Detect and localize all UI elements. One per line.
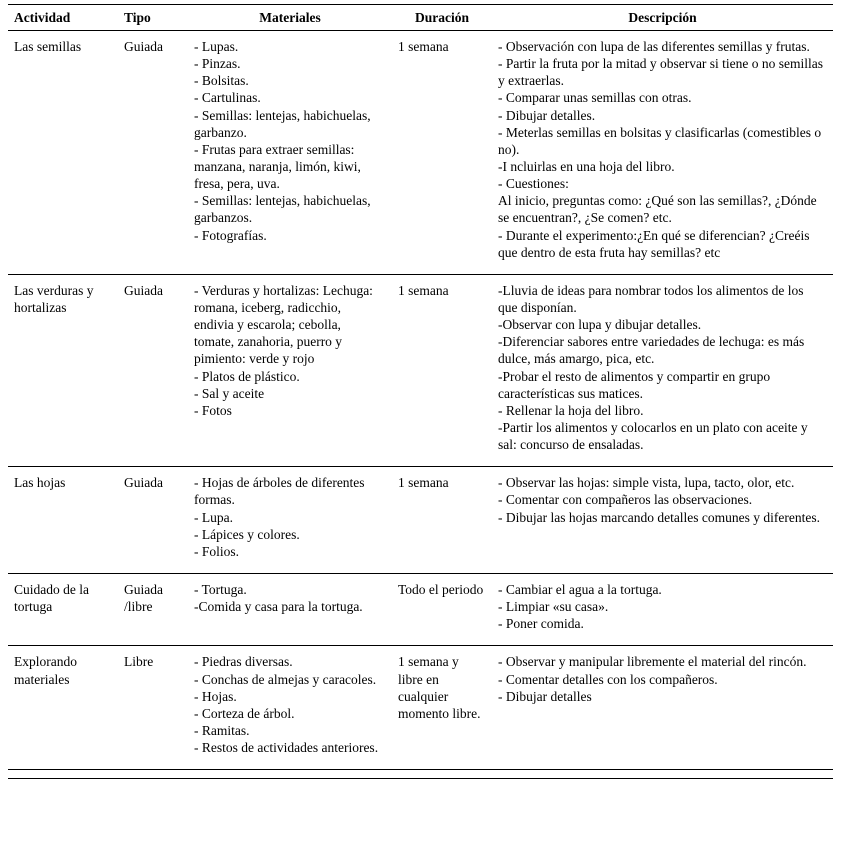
activity-cell: Las hojas [8, 467, 118, 574]
activity-cell: Las verduras y hortalizas [8, 274, 118, 466]
material-item: - Tortuga. [194, 581, 247, 597]
description-cell [492, 31, 833, 275]
description-item: -Observar con lupa y dibujar detalles. [498, 317, 702, 333]
description-cell [492, 646, 833, 770]
material-item: - Pinzas. [194, 56, 241, 72]
description-item: - Meterlas semillas en bolsitas y clasificarlas (comestibles o no). [498, 124, 822, 157]
materials-cell [188, 467, 392, 574]
material-item: - Ramitas. [194, 722, 250, 738]
materials-cell [188, 573, 392, 645]
description-item: - Poner comida. [498, 616, 584, 632]
material-item: - Lupa. [194, 509, 233, 525]
material-item: - Lupas. [194, 39, 239, 54]
material-item: - Lápices y colores. [194, 526, 300, 542]
material-item: -Comida y casa para la tortuga. [194, 599, 363, 615]
material-item: - Conchas de almejas y caracoles. [194, 671, 377, 687]
description-item: - Cuestiones: [498, 176, 569, 192]
column-header-tipo: Tipo [118, 5, 188, 31]
description-item: Al inicio, preguntas como: ¿Qué son las semillas?, ¿Dónde se encuentran?, ¿Se comen? etc. [498, 193, 817, 226]
description-item: - Comentar con compañeros las observaciones. [498, 492, 753, 508]
material-item: - Fotografías. [194, 227, 267, 243]
description-item: - Rellenar la hoja del libro. [498, 402, 644, 418]
header-row [8, 5, 833, 31]
material-item: - Cartulinas. [194, 90, 261, 106]
description-cell [492, 573, 833, 645]
activities-table [8, 4, 833, 770]
description-item: - Comentar detalles con los compañeros. [498, 671, 718, 687]
material-item: - Piedras diversas. [194, 654, 293, 670]
material-item: - Sal y aceite [194, 385, 265, 401]
description-item: -Partir los alimentos y colocarlos en un plato con aceite y sal: concurso de ensaladas. [498, 419, 808, 453]
type-cell: Guiada [118, 467, 188, 574]
materials-cell [188, 274, 392, 466]
material-item: - Semillas: lentejas, habichuelas, garbanzos. [194, 193, 371, 226]
type-cell: Guiada [118, 274, 188, 466]
material-item: - Fotos [194, 402, 232, 418]
material-item: - Hojas de árboles de diferentes formas. [194, 475, 365, 508]
column-header-duracion: Duración [392, 5, 492, 31]
table-row [8, 646, 833, 770]
description-item: - Observar y manipular libremente el material del rincón. [498, 654, 807, 670]
duration-cell: 1 semana [392, 467, 492, 574]
description-item: - Observar las hojas: simple vista, lupa, tacto, olor, etc. [498, 475, 795, 491]
duration-cell: 1 semana y libre en cualquier momento libre. [392, 646, 492, 770]
bottom-rule [8, 770, 833, 779]
material-item: - Folios. [194, 543, 240, 559]
table-row [8, 31, 833, 275]
description-item: - Dibujar detalles. [498, 107, 596, 123]
description-cell [492, 274, 833, 466]
materials-cell [188, 31, 392, 275]
description-item: -Lluvia de ideas para nombrar todos los alimentos de los que disponían. [498, 282, 804, 315]
description-item: - Dibujar las hojas marcando detalles comunes y diferentes. [498, 509, 821, 525]
material-item: - Platos de plástico. [194, 368, 300, 384]
description-item: - Cambiar el agua a la tortuga. [498, 581, 662, 597]
table-row [8, 573, 833, 645]
description-item: -I ncluirlas en una hoja del libro. [498, 158, 675, 174]
type-cell: Guiada [118, 31, 188, 275]
column-header-materiales: Materiales [188, 5, 392, 31]
type-cell: Libre [118, 646, 188, 770]
description-item: - Observación con lupa de las diferentes semillas y frutas. [498, 39, 810, 54]
duration-cell: 1 semana [392, 274, 492, 466]
table-row [8, 274, 833, 466]
description-item: -Diferenciar sabores entre variedades de lechuga: es más dulce, más amargo, pica, etc. [498, 334, 805, 367]
type-cell: Guiada /libre [118, 573, 188, 645]
material-item: - Bolsitas. [194, 73, 249, 89]
description-item: - Limpiar «su casa». [498, 599, 609, 615]
materials-cell [188, 646, 392, 770]
description-item: -Probar el resto de alimentos y compartir en grupo características sus matices. [498, 368, 771, 401]
material-item: - Restos de actividades anteriores. [194, 740, 379, 756]
material-item: - Hojas. [194, 688, 237, 704]
duration-cell: 1 semana [392, 31, 492, 275]
material-item: - Corteza de árbol. [194, 705, 295, 721]
description-item: - Partir la fruta por la mitad y observar si tiene o no semillas y extraerlas. [498, 56, 824, 89]
material-item: - Frutas para extraer semillas: manzana, naranja, limón, kiwi, fresa, pera, uva. [194, 141, 361, 192]
duration-cell: Todo el periodo [392, 573, 492, 645]
description-item: - Comparar unas semillas con otras. [498, 90, 692, 106]
column-header-descripcion: Descripción [492, 5, 833, 31]
activity-cell: Explorando materiales [8, 646, 118, 770]
material-item: - Verduras y hortalizas: Lechuga: romana, iceberg, radicchio, endivia y escarola; cebolla, tomate, zanahoria, puerro y pimiento: verde y rojo [194, 282, 373, 367]
column-header-actividad: Actividad [8, 5, 118, 31]
table-row [8, 467, 833, 574]
description-item: - Durante el experimento:¿En qué se diferencian? ¿Creéis que dentro de esta fruta hay semillas? etc [498, 227, 810, 260]
description-cell [492, 467, 833, 574]
activity-cell: Cuidado de la tortuga [8, 573, 118, 645]
activity-cell: Las semillas [8, 31, 118, 275]
material-item: - Semillas: lentejas, habichuelas, garbanzo. [194, 107, 371, 140]
description-item: - Dibujar detalles [498, 688, 592, 704]
